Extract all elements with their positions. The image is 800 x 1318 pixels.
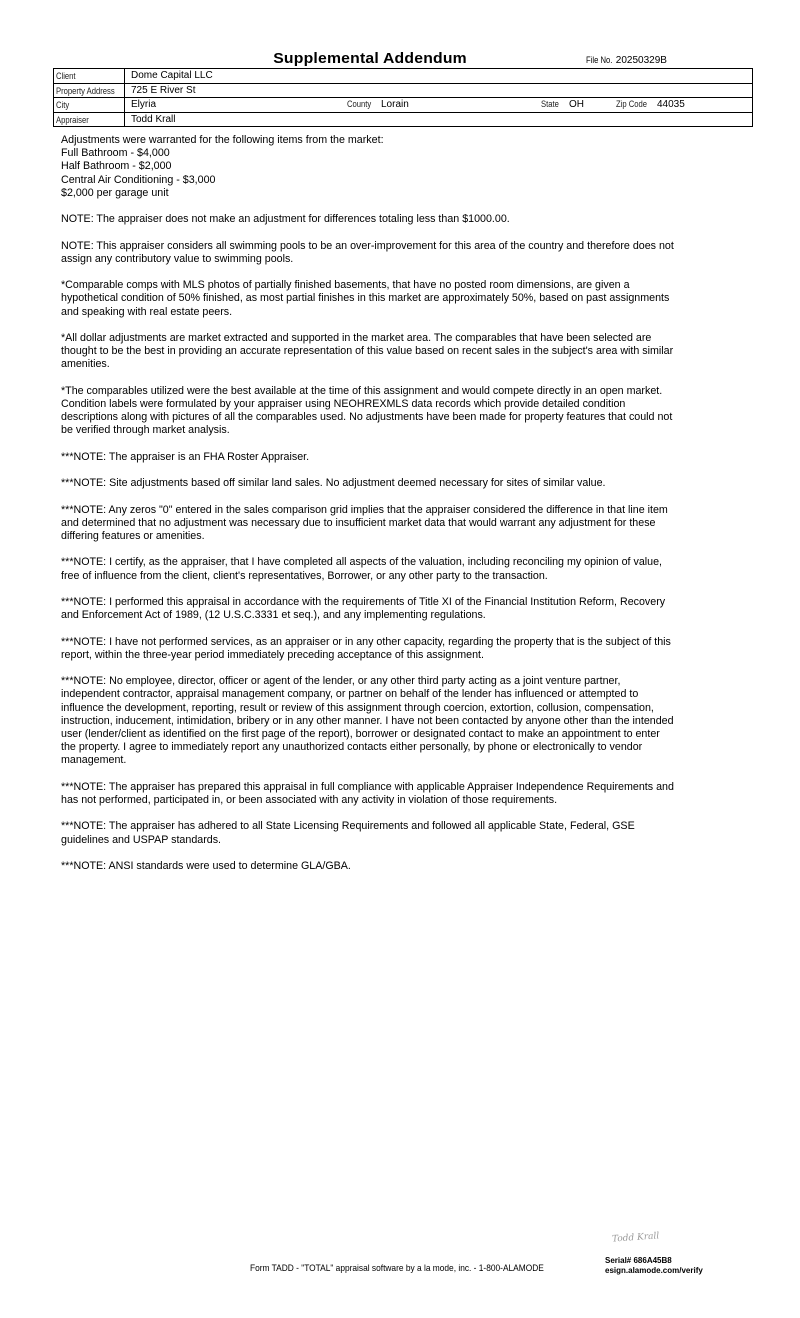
note-paragraph: ***NOTE: I certify, as the appraiser, that I have completed all aspects of the valuation, including reconciling my opinion of value, free of influence from the client, client's representatives, Borrower, or any other party to the transaction. (61, 556, 662, 582)
city-value: Elyria (131, 99, 157, 110)
note-paragraph: ***NOTE: The appraiser has prepared this appraisal in full compliance with applicable Appraiser Independence Requirements and has not performed, participated in, or been associated with any activity in violation of those requirements. (61, 780, 674, 806)
file-number (586, 55, 667, 66)
city-row (54, 98, 752, 113)
page-title: Supplemental Addendum (273, 50, 467, 67)
form-footer: Form TADD - "TOTAL" appraisal software by a la mode, inc. - 1-800-ALAMODE (250, 1263, 544, 1274)
note-paragraph: NOTE: This appraiser considers all swimming pools to be an over-improvement for this area of the country and therefore does not assign any contributory value to swimming pools. (61, 239, 674, 265)
signature-image: Todd Krall (611, 1231, 660, 1245)
serial-number: Serial# 686A45B8 (605, 1256, 672, 1265)
note-paragraph: *All dollar adjustments are market extracted and supported in the market area. The comparables that have been selected are thought to be the best in providing an accurate representation of this value based on recent sales in the subject's area with similar amenities. (61, 331, 674, 371)
note-paragraph: ***NOTE: I performed this appraisal in accordance with the requirements of Title XI of the Financial Institution Reform, Recovery and Enforcement Act of 1989, (12 U.S.C.3331 et seq.), and any implementing regulations. (61, 595, 666, 622)
county-label: County (347, 99, 372, 109)
client-label: Client (54, 69, 125, 83)
esign-serial-block (605, 1256, 703, 1276)
note-paragraph: ***NOTE: No employee, director, officer or agent of the lender, or any other third party acting as a joint venture partner, independent contractor, appraisal management company, or partner on behalf of the lender has influenced or attempted to influence the development, reporting, result or review of this assignment through coercion, extortion, collusion, compensation, instruction, inducement, intimidation, bribery or in any other manner. I have not been contacted by anyone other than the intended user (lender/client as identified on the first page of the report), borrower or designated contact to make an appointment to enter the property. I agree to immediately report any unauthorized contacts either personally, by phone or electronically to vendor management. (61, 675, 674, 767)
address-label: Property Address (54, 84, 125, 98)
adjustment-item: $2,000 per garage unit (61, 186, 169, 199)
note-paragraph: ***NOTE: The appraiser is an FHA Roster Appraiser. (61, 450, 310, 463)
address-row (54, 84, 752, 99)
verify-link[interactable]: esign.alamode.com/verify (605, 1266, 703, 1275)
client-row (54, 69, 752, 84)
state-label: State (541, 99, 559, 109)
note-paragraph: *Comparable comps with MLS photos of partially finished basements, that have no posted room dimensions, are given a hypothetical condition of 50% finished, as most partial finishes in this market are approximately 50%, based on past assignments and speaking with real estate peers. (61, 279, 670, 318)
note-paragraph: ***NOTE: The appraiser has adhered to all State Licensing Requirements and followed all applicable State, Federal, GSE guidelines and USPAP standards. (61, 820, 635, 846)
note-paragraph: ***NOTE: Any zeros "0" entered in the sales comparison grid implies that the appraiser considered the difference in that line item and determined that no adjustment was necessary due to insufficient market data that would warrant any adjustment for these differing features or amenities. (61, 503, 668, 542)
note-paragraph: ***NOTE: I have not performed services, as an appraiser or in any other capacity, regarding the property that is the subject of this report, within the three-year period immediately preceding acceptance of this assignment. (61, 635, 671, 661)
county-value: Lorain (381, 99, 409, 110)
appraiser-value: Todd Krall (131, 113, 176, 125)
adjustment-item: Full Bathroom - $4,000 (61, 147, 170, 160)
city-label: City (54, 98, 125, 112)
appraiser-row (54, 113, 752, 128)
file-no-value: 20250329B (615, 55, 667, 66)
adjustments-intro: Adjustments were warranted for the following items from the market: (61, 134, 384, 146)
address-value: 725 E River St (131, 84, 196, 96)
note-paragraph: NOTE: The appraiser does not make an adjustment for differences totaling less than $1000.00. (61, 213, 510, 226)
note-paragraph: ***NOTE: Site adjustments based off similar land sales. No adjustment deemed necessary for sites of similar value. (61, 477, 606, 490)
note-paragraph: ***NOTE: ANSI standards were used to determine GLA/GBA. (61, 859, 351, 872)
adjustment-item: Central Air Conditioning - $3,000 (61, 173, 216, 186)
zip-label: Zip Code (616, 99, 648, 109)
client-value: Dome Capital LLC (131, 70, 213, 81)
zip-value: 44035 (657, 99, 685, 110)
state-value: OH (569, 99, 584, 110)
note-paragraph: *The comparables utilized were the best available at the time of this assignment and would compete directly in an open market. Condition labels were formulated by your appraiser using NEOHREXMLS data records which provide detailed condition descriptions along with pictures of all the comparables used. No adjustments have been made for property features that could not be verified through market analysis. (61, 384, 673, 437)
adjustments-list (61, 134, 676, 200)
addendum-body (61, 134, 676, 886)
file-no-label: File No. (586, 55, 613, 65)
adjustment-item: Half Bathroom - $2,000 (61, 160, 172, 173)
appraiser-label: Appraiser (54, 113, 125, 128)
subject-header-table (53, 68, 753, 127)
